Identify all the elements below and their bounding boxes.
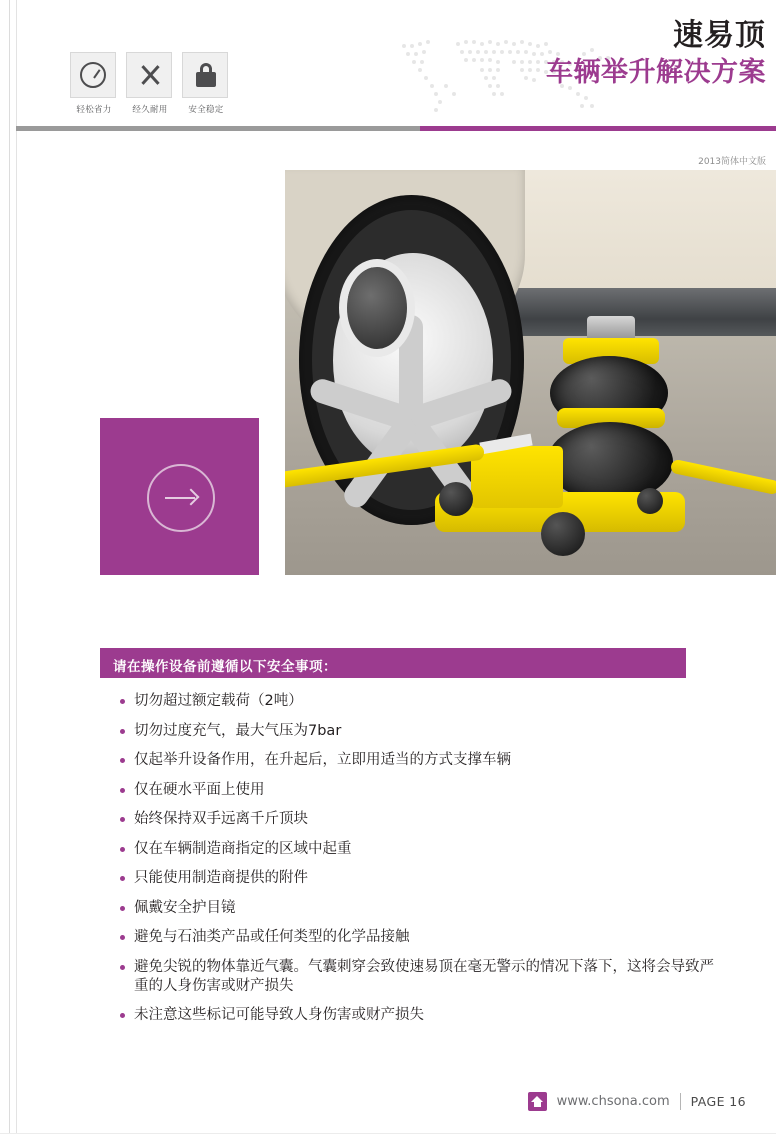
home-icon xyxy=(528,1092,547,1111)
page-title: 速易顶 xyxy=(673,18,766,53)
page-footer xyxy=(0,1092,776,1118)
feature-label-2: 经久耐用 xyxy=(132,105,168,115)
header-rule-gray xyxy=(16,126,420,131)
list-item: 切勿过度充气，最大气压为7bar xyxy=(118,722,718,741)
arrow-right-circle-icon xyxy=(147,464,215,532)
list-item: 佩戴安全护目镜 xyxy=(118,899,718,918)
accent-arrow-block xyxy=(100,418,259,575)
edition-label: 2013简体中文版 xyxy=(698,157,766,167)
hero-photo xyxy=(285,170,776,575)
feature-item-2 xyxy=(126,52,174,115)
feature-label-3: 安全稳定 xyxy=(188,105,224,115)
list-item: 仅在车辆制造商指定的区域中起重 xyxy=(118,840,718,859)
list-item: 只能使用制造商提供的附件 xyxy=(118,869,718,888)
gauge-icon xyxy=(70,52,116,98)
website-link[interactable]: www.chsona.com xyxy=(556,1094,670,1109)
footer-divider xyxy=(680,1093,681,1110)
list-item: 仅在硬水平面上使用 xyxy=(118,781,718,800)
feature-label-1: 轻松省力 xyxy=(76,105,112,115)
list-item: 切勿超过额定载荷（2吨） xyxy=(118,692,718,711)
feature-item-1 xyxy=(70,52,118,115)
page-bottom-edge xyxy=(0,1133,776,1148)
feature-icon-row xyxy=(70,52,230,115)
title-block xyxy=(356,18,776,167)
list-item: 始终保持双手远离千斤顶块 xyxy=(118,810,718,829)
list-item: 避免与石油类产品或任何类型的化学品接触 xyxy=(118,928,718,947)
page-subtitle: 车辆举升解决方案 xyxy=(546,57,766,88)
page-left-edge xyxy=(0,0,17,1148)
list-item: 未注意这些标记可能导致人身伤害或财产损失 xyxy=(118,1006,718,1025)
header-rule-accent xyxy=(420,126,776,131)
feature-item-3 xyxy=(182,52,230,115)
page-left-edge-line xyxy=(9,0,10,1148)
safety-heading-bar xyxy=(100,648,686,678)
tools-icon xyxy=(126,52,172,98)
list-item: 避免尖锐的物体靠近气囊。气囊刺穿会致使速易顶在毫无警示的情况下落下，这将会导致严重的人身伤害或财产损失 xyxy=(118,958,718,996)
lock-icon xyxy=(182,52,228,98)
safety-list xyxy=(118,692,718,1036)
page-header xyxy=(0,0,776,167)
safety-heading: 请在操作设备前遵循以下安全事项： xyxy=(113,659,337,675)
page-number: PAGE 16 xyxy=(690,1094,746,1109)
list-item: 仅起举升设备作用，在升起后，立即用适当的方式支撑车辆 xyxy=(118,751,718,770)
